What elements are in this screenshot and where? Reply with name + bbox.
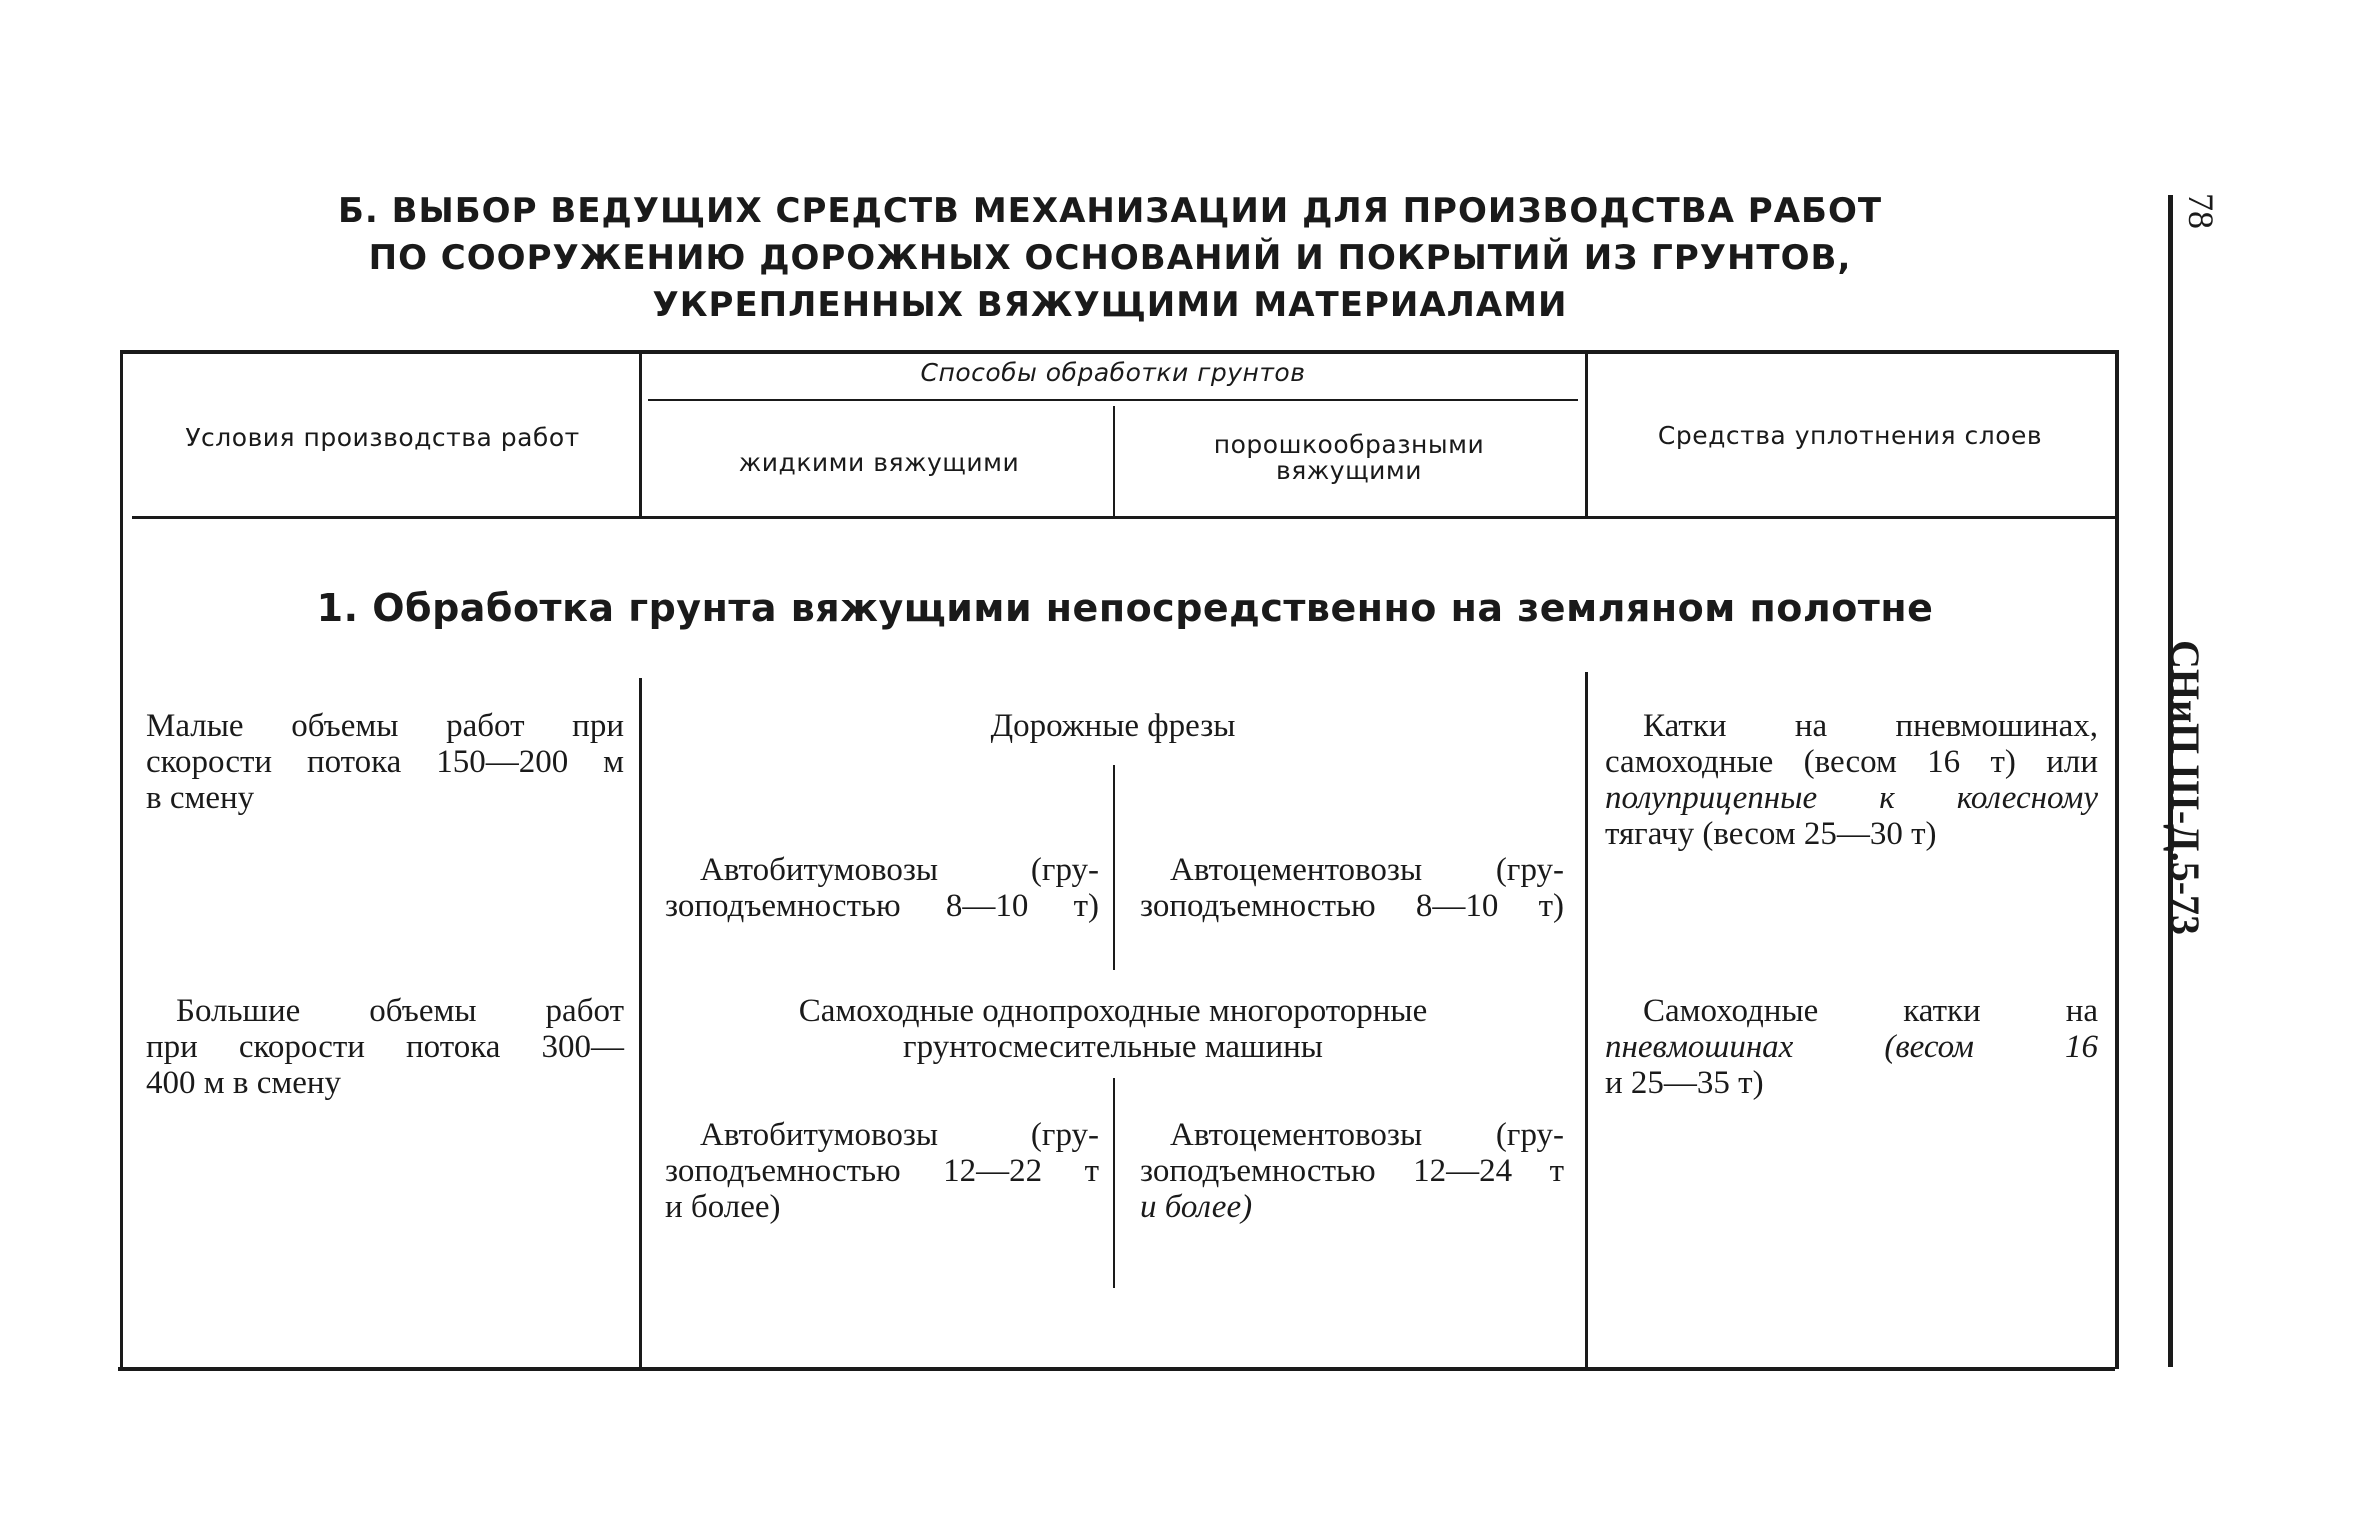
row2-compaction [1605, 993, 2098, 1101]
row1-compaction-line-4: тягачу (весом 25—30 т) [1605, 816, 1937, 852]
row2-compaction-line-2: пневмошинах (весом 16 [1605, 1029, 2098, 1065]
table-bottom-border [118, 1367, 2115, 1371]
col-divider-2-row1 [1113, 765, 1115, 970]
page-number: 78 [2181, 193, 2221, 229]
row2-powder-line-1: Автоцементовозы (гру- [1170, 1117, 1564, 1153]
document-heading [300, 188, 1920, 329]
header-methods: Способы обработки грунтов [920, 358, 1306, 387]
row1-conditions-line-3: в смену [146, 780, 255, 816]
row2-common-line-1: Самоходные однопроходные многороторные [798, 993, 1428, 1029]
row2-conditions-line-1: Большие объемы работ [176, 993, 624, 1029]
row1-conditions [146, 708, 624, 816]
header-powder-binders [1118, 432, 1580, 484]
row2-compaction-line-3: и 25—35 т) [1605, 1065, 1764, 1101]
row2-liquid-line-1: Автобитумовозы (гру- [700, 1117, 1099, 1153]
row1-liquid-line-1: Автобитумовозы (гру- [700, 852, 1099, 888]
row1-compaction-line-3: полуприцепные к колесному [1605, 780, 2098, 816]
section-title: 1. Обработка грунта вяжущими непосредственно на земляном полотне [316, 586, 1934, 630]
row1-powder-line-2: зоподъемностью 8—10 т) [1140, 888, 1564, 924]
col-divider-1-header [639, 352, 642, 516]
header-powder-line-2: вяжущими [1276, 456, 1422, 485]
heading-line-1: Б. ВЫБОР ВЕДУЩИХ СРЕДСТВ МЕХАНИЗАЦИИ ДЛЯ ПРОИЗВОДСТВА РАБОТ [337, 191, 1883, 231]
row2-common-line-2: грунтосмесительные машины [903, 1029, 1323, 1065]
table-right-border [2115, 350, 2119, 1369]
row1-powder-line-1: Автоцементовозы (гру- [1170, 852, 1564, 888]
col-divider-1-body [639, 678, 642, 1369]
heading-line-2: ПО СООРУЖЕНИЮ ДОРОЖНЫХ ОСНОВАНИЙ И ПОКРЫТИЙ ИЗ ГРУНТОВ, [368, 238, 1852, 278]
row2-liquid-line-2: зоподъемностью 12—22 т [665, 1153, 1099, 1189]
row1-liquid-line-2: зоподъемностью 8—10 т) [665, 888, 1099, 924]
col-divider-3-header [1585, 352, 1588, 516]
row1-conditions-line-1: Малые объемы работ при [146, 708, 624, 744]
header-conditions: Условия производства работ [185, 423, 580, 452]
col-divider-2-header [1113, 406, 1115, 516]
header-powder-line-1: порошкообразными [1213, 430, 1485, 459]
row1-powder-equipment [1140, 852, 1564, 924]
row2-common-equipment [648, 993, 1578, 1065]
row1-conditions-line-2: скорости потока 150—200 м [146, 744, 624, 780]
row2-liquid-line-3: и более) [665, 1189, 781, 1225]
col-divider-2-row2 [1113, 1078, 1115, 1288]
table-left-border [120, 352, 123, 1369]
row1-compaction-line-2: самоходные (весом 16 т) или [1605, 744, 2098, 780]
row2-powder-equipment [1140, 1117, 1564, 1225]
heading-line-3: УКРЕПЛЕННЫХ ВЯЖУЩИМИ МАТЕРИАЛАМИ [652, 285, 1568, 325]
header-bottom-border [132, 516, 2115, 519]
header-compaction: Средства уплотнения слоев [1657, 421, 2043, 450]
row2-conditions [146, 993, 624, 1101]
row1-liquid-equipment [665, 852, 1099, 924]
row2-compaction-line-1: Самоходные катки на [1643, 993, 2098, 1029]
row2-conditions-line-3: 400 м в смену [146, 1065, 342, 1101]
row2-powder-line-3: и более) [1140, 1189, 1253, 1225]
methods-divider [648, 399, 1578, 401]
row2-conditions-line-2: при скорости потока 300— [146, 1029, 624, 1065]
row2-liquid-equipment [665, 1117, 1099, 1225]
running-head: СНиП III-Д.5-73 [2163, 640, 2208, 936]
row2-powder-line-2: зоподъемностью 12—24 т [1140, 1153, 1564, 1189]
row1-common-equipment: Дорожные фрезы [990, 708, 1236, 744]
col-divider-3-body [1585, 672, 1588, 1369]
row1-compaction-line-1: Катки на пневмошинах, [1643, 708, 2098, 744]
row1-compaction [1605, 708, 2098, 852]
header-liquid-binders: жидкими вяжущими [738, 448, 1020, 477]
table-top-border [120, 350, 2115, 354]
